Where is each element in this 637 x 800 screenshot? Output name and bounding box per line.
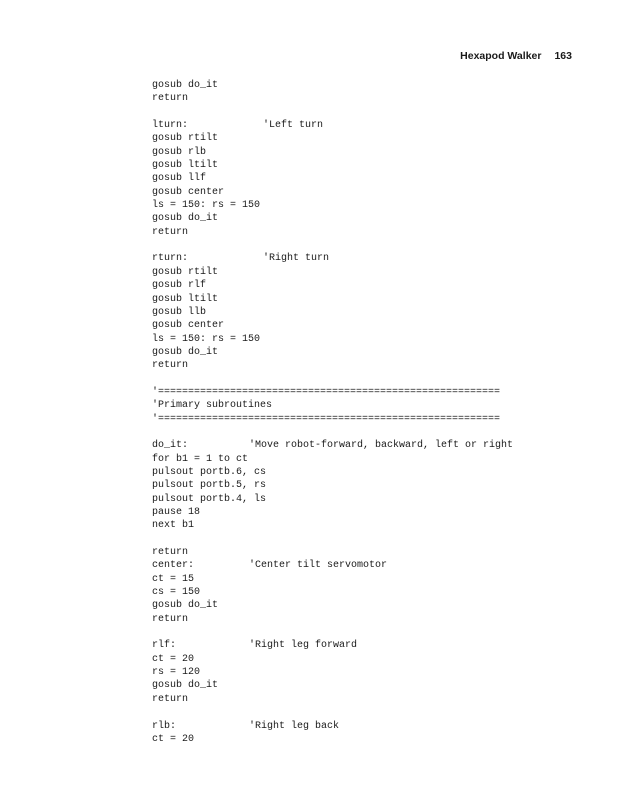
code-text: gosub rlf: [152, 280, 207, 292]
code-text: cs = 150: [152, 587, 201, 599]
code-listing: [152, 79, 513, 746]
code-comment: 'Right leg forward: [249, 640, 358, 652]
code-line: [152, 373, 513, 386]
code-line: [152, 599, 513, 612]
code-line: [152, 132, 513, 145]
code-line: [152, 493, 513, 506]
code-text: gosub llb: [152, 306, 207, 318]
code-text: return: [152, 613, 189, 625]
code-text: gosub ltilt: [152, 160, 219, 172]
code-text: return: [152, 93, 189, 105]
code-text: gosub do_it: [152, 80, 219, 91]
code-comment: 'Right turn: [263, 253, 330, 265]
code-line: [152, 413, 513, 426]
code-line: [152, 146, 513, 159]
code-line: [152, 399, 513, 412]
code-text: return: [152, 547, 189, 559]
code-text: center:: [152, 560, 195, 572]
code-line: [152, 266, 513, 279]
code-text: gosub center: [152, 320, 225, 332]
code-text: ct = 20: [152, 653, 195, 665]
code-line: [152, 212, 513, 225]
code-comment: 'Center tilt servomotor: [249, 560, 388, 572]
code-line: [152, 546, 513, 559]
code-text: pause 18: [152, 507, 201, 518]
code-line: [152, 720, 513, 733]
code-line: [152, 519, 513, 532]
code-text: gosub rtilt: [152, 133, 219, 145]
code-text: pulsout portb.5, rs: [152, 480, 267, 492]
code-text: rlf:: [152, 640, 177, 652]
code-line: [152, 733, 513, 746]
code-text: rs = 120: [152, 667, 201, 679]
code-text: gosub do_it: [152, 213, 219, 225]
code-text: ls = 150: rs = 150: [152, 333, 261, 345]
code-line: [152, 386, 513, 399]
code-line: [152, 679, 513, 692]
code-text: '=========================================================: [152, 386, 501, 398]
code-text: gosub ltilt: [152, 293, 219, 305]
code-text: gosub do_it: [152, 680, 219, 692]
code-text: gosub do_it: [152, 600, 219, 612]
code-line: [152, 666, 513, 679]
code-line: [152, 693, 513, 706]
running-header: [460, 50, 572, 62]
code-line: [152, 333, 513, 346]
code-line: [152, 506, 513, 519]
code-line: [152, 479, 513, 492]
code-line: [152, 239, 513, 252]
code-text: ls = 150: rs = 150: [152, 200, 261, 212]
code-line: [152, 586, 513, 599]
chapter-title: Hexapod Walker: [460, 50, 542, 62]
code-text: pulsout portb.6, cs: [152, 466, 267, 478]
code-text: return: [152, 693, 189, 705]
code-text: return: [152, 360, 189, 372]
code-comment: 'Right leg back: [249, 720, 340, 732]
code-line: [152, 533, 513, 546]
page-number: 163: [554, 50, 572, 62]
code-line: [152, 79, 513, 92]
code-line: [152, 306, 513, 319]
code-text: pulsout portb.4, ls: [152, 493, 267, 505]
code-line: [152, 559, 513, 572]
code-line: [152, 626, 513, 639]
code-text: gosub do_it: [152, 346, 219, 358]
code-line: [152, 359, 513, 372]
code-line: [152, 92, 513, 105]
code-line: [152, 573, 513, 586]
code-text: do_it:: [152, 440, 189, 452]
code-text: ct = 15: [152, 573, 195, 585]
code-text: for b1 = 1 to ct: [152, 453, 249, 465]
code-line: [152, 466, 513, 479]
code-line: [152, 653, 513, 666]
code-comment: 'Left turn: [263, 120, 324, 132]
code-comment: 'Move robot-forward, backward, left or right: [249, 440, 514, 452]
code-text: lturn:: [152, 120, 189, 132]
code-line: [152, 186, 513, 199]
code-line: [152, 293, 513, 306]
code-line: [152, 199, 513, 212]
code-line: [152, 172, 513, 185]
code-line: [152, 279, 513, 292]
code-line: [152, 453, 513, 466]
code-line: [152, 106, 513, 119]
code-text: ct = 20: [152, 733, 195, 745]
code-line: [152, 159, 513, 172]
code-line: [152, 639, 513, 652]
code-text: gosub center: [152, 186, 225, 198]
code-text: next b1: [152, 520, 195, 532]
code-line: [152, 426, 513, 439]
code-text: rturn:: [152, 253, 189, 265]
code-text: rlb:: [152, 720, 177, 732]
code-line: [152, 706, 513, 719]
code-line: [152, 252, 513, 265]
code-line: [152, 226, 513, 239]
code-text: gosub rlb: [152, 146, 207, 158]
code-text: gosub llf: [152, 173, 207, 185]
code-line: [152, 319, 513, 332]
code-line: [152, 439, 513, 452]
code-text: '=========================================================: [152, 413, 501, 425]
code-line: [152, 119, 513, 132]
code-text: return: [152, 226, 189, 238]
code-line: [152, 346, 513, 359]
code-text: 'Primary subroutines: [152, 400, 273, 412]
code-text: gosub rtilt: [152, 266, 219, 278]
code-line: [152, 613, 513, 626]
